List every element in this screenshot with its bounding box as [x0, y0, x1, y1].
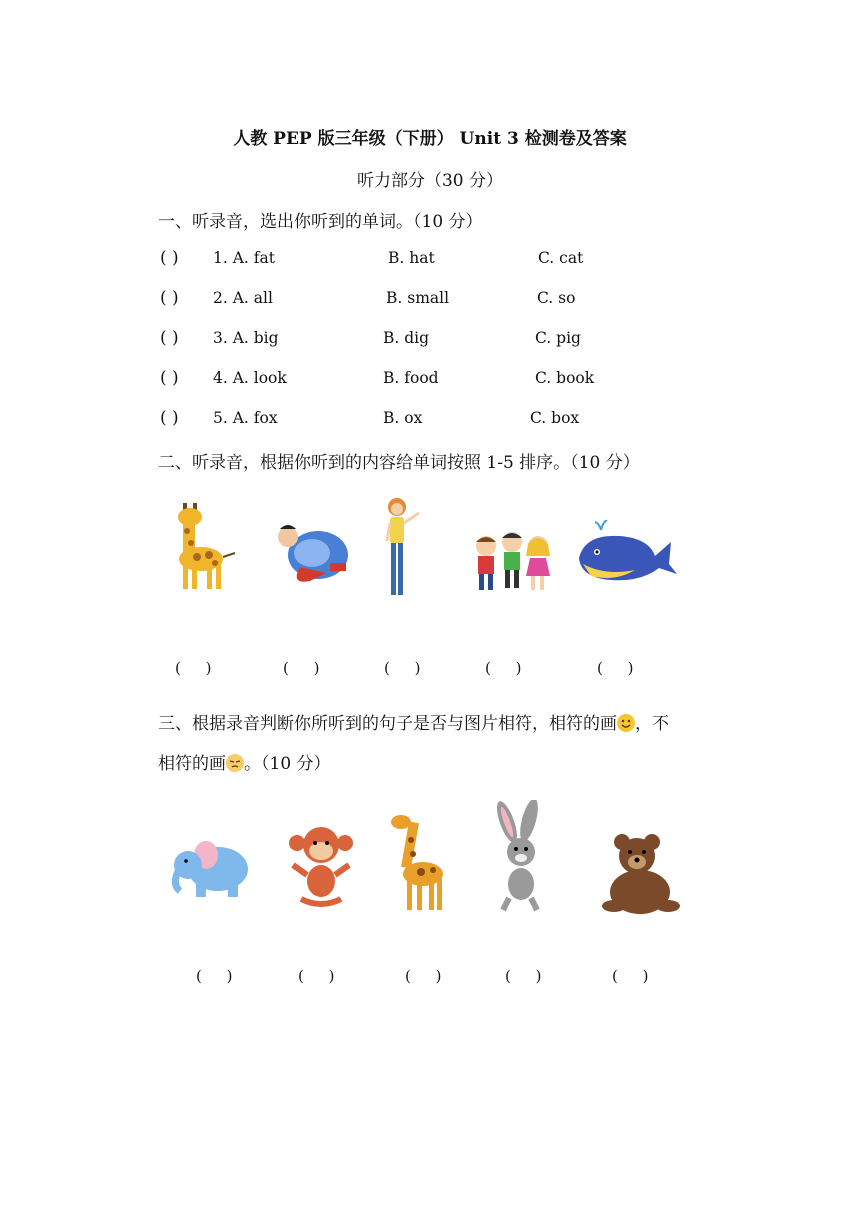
answer-blank[interactable]: ( ) — [160, 328, 179, 348]
judge-blank[interactable]: ( ) — [405, 967, 452, 985]
order-blank[interactable]: ( ) — [597, 659, 644, 677]
judge-blank[interactable]: ( ) — [196, 967, 243, 985]
bear-icon — [600, 830, 685, 915]
section3-heading-text: 。（10 分） — [244, 754, 331, 774]
section3-heading-text: ，不 — [635, 714, 669, 734]
children-icon — [468, 530, 558, 600]
option-a: 4. A. look — [213, 369, 287, 387]
section2-heading: 二、听录音，根据你听到的内容给单词按照 1-5 排序。（10 分） — [158, 453, 640, 473]
section3-heading — [158, 709, 669, 734]
section3-heading-line2 — [158, 749, 331, 774]
option-c: C. box — [530, 409, 580, 427]
section3-heading-text: 相符的画 — [158, 754, 226, 774]
section1-heading: 一、听录音，选出你听到的单词。（10 分） — [158, 212, 483, 232]
thin-woman-icon — [375, 495, 430, 605]
fat-man-icon — [270, 515, 355, 590]
elephant-icon — [170, 835, 255, 905]
order-blank[interactable]: ( ) — [175, 659, 222, 677]
monkey-icon — [285, 825, 360, 910]
option-b: B. dig — [383, 329, 430, 347]
option-c: C. book — [535, 369, 595, 387]
option-b: B. food — [383, 369, 439, 387]
answer-blank[interactable]: ( ) — [160, 408, 179, 428]
option-a: 2. A. all — [213, 289, 273, 307]
option-a: 5. A. fox — [213, 409, 278, 427]
option-c: C. cat — [538, 249, 584, 267]
option-a: 1. A. fat — [213, 249, 275, 267]
sad-face-icon — [226, 754, 244, 772]
order-blank[interactable]: ( ) — [384, 659, 431, 677]
whale-icon — [575, 520, 680, 590]
option-b: B. hat — [388, 249, 435, 267]
judge-blank[interactable]: ( ) — [612, 967, 659, 985]
giraffe-icon — [385, 810, 455, 915]
order-blank[interactable]: ( ) — [485, 659, 532, 677]
answer-blank[interactable]: ( ) — [160, 248, 179, 268]
option-c: C. so — [537, 289, 576, 307]
order-blank[interactable]: ( ) — [283, 659, 330, 677]
rabbit-icon — [485, 800, 555, 915]
judge-blank[interactable]: ( ) — [505, 967, 552, 985]
option-c: C. pig — [535, 329, 581, 347]
option-b: B. ox — [383, 409, 423, 427]
answer-blank[interactable]: ( ) — [160, 368, 179, 388]
page-title: 人教 PEP 版三年级（下册） Unit 3 检测卷及答案 — [233, 129, 627, 149]
judge-blank[interactable]: ( ) — [298, 967, 345, 985]
option-a: 3. A. big — [213, 329, 279, 347]
section3-heading-text: 三、根据录音判断你所听到的句子是否与图片相符，相符的画 — [158, 714, 617, 734]
smile-face-icon — [617, 714, 635, 732]
answer-blank[interactable]: ( ) — [160, 288, 179, 308]
giraffe-icon — [165, 495, 245, 595]
option-b: B. small — [386, 289, 450, 307]
listening-subtitle: 听力部分（30 分） — [356, 171, 504, 191]
